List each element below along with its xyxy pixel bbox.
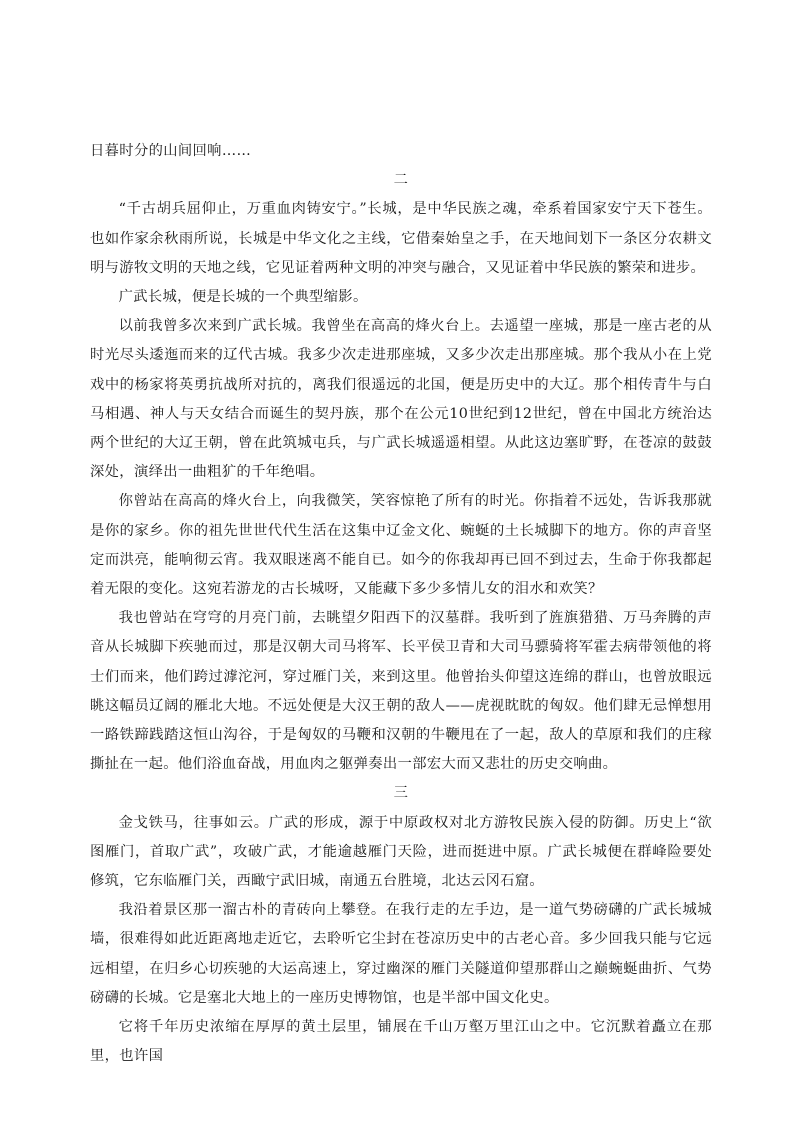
paragraph: 金戈铁马，往事如云。广武的形成，源于中原政权对北方游牧民族入侵的防御。历史上“欲图雁门，首取广武”，攻破广武，才能逾越雁门天险，进而挺进中原。广武长城便在群峰险要处修筑，它东临雁门关，西瞰宁武旧城，南通五台胜境，北达云冈石窟。 — [90, 814, 712, 890]
paragraph-opening-fragment: 日暮时分的山间回响…… — [90, 143, 252, 159]
paragraph: 我也曾站在穹穹的月亮门前，去眺望夕阳西下的汉墓群。我听到了旌旗猎猎、万马奔腾的声音从长城脚下疾驰而过，那是汉朝大司马将军、长平侯卫青和大司马骠骑将军霍去病带领他的将士们而来，他们跨过滹沱河，穿过雁门关，来到这里。他曾抬头仰望这连绵的群山，也曾放眼远眺这幅员辽阔的雁北大地。不远处便是大汉王朝的敌人——虎视眈眈的匈奴。他们肆无忌惮想用一路铁蹄践踏这恒山沟谷，于是匈奴的马鞭和汉朝的牛鞭甩在了一起，敌人的草原和我们的庄稼撕扯在一起。他们浴血奋战，用血肉之躯弹奏出一部宏大而又悲壮的历史交响曲。 — [90, 610, 712, 773]
paragraph: 广武长城，便是长城的一个典型缩影。 — [118, 289, 368, 306]
paragraph: 以前我曾多次来到广武长城。我曾坐在高高的烽火台上。去遥望一座城，那是一座古老的从时光尽头逶迤而来的辽代古城。我多少次走进那座城，又多少次走出那座城。那个我从小在上党戏中的杨家将英勇抗战所对抗的，离我们很遥远的北国，便是历史中的大辽。那个相传青牛与白马相遇、神人与天女结合而诞生的契丹族，那个在公元10世纪到12世纪，曾在中国北方统治达两个世纪的大辽王朝，曾在此筑城屯兵，与广武长城遥遥相望。从此这边塞旷野，在苍凉的鼓鼓深处，演绎出一曲粗犷的千年绝唱。 — [90, 318, 712, 481]
paragraph: “千古胡兵屈仰止，万重血肉铸安宁。”长城，是中华民族之魂，牵系着国家安宁天下苍生。也如作家余秋雨所说，长城是中华文化之主线，它借秦始皇之手，在天地间划下一条区分农耕文明与游牧文明的天地之线，它见证着两种文明的冲突与融合，又见证着中华民族的繁荣和进步。 — [90, 201, 712, 276]
paragraph: 它将千年历史浓缩在厚厚的黄土层里，铺展在千山万壑万里江山之中。它沉默着矗立在那里，也许国 — [90, 1019, 712, 1065]
article-body — [90, 137, 712, 1072]
paragraph: 你曾站在高高的烽火台上，向我微笑，笑容惊艳了所有的时光。你指着不远处，告诉我那就是你的家乡。你的祖先世世代代生活在这集中辽金文化、蜿蜒的土长城脚下的地方。你的声音坚定而洪亮，能响彻云宵。我双眼迷离不能自已。如今的你我却再已回不到过去，生命于你我都起着无限的变化。这宛若游龙的古长城呀，又能藏下多少多情儿女的泪水和欢笑？ — [90, 493, 712, 598]
section-heading-two: 二 — [393, 172, 409, 189]
paragraph: 我沿着景区那一溜古朴的青砖向上攀登。在我行走的左手边，是一道气势磅礴的广武长城城墙，很难得如此近距离地走近它，去聆听它尘封在苍凉历史中的古老心音。多少回我只能与它远远相望，在归乡心切疾驰的大运高速上，穿过幽深的雁门关隧道仰望那群山之巅蜿蜒曲折、气势磅礴的长城。它是塞北大地上的一座历史博物馆，也是半部中国文化史。 — [90, 902, 712, 1006]
section-heading-three: 三 — [393, 785, 409, 802]
